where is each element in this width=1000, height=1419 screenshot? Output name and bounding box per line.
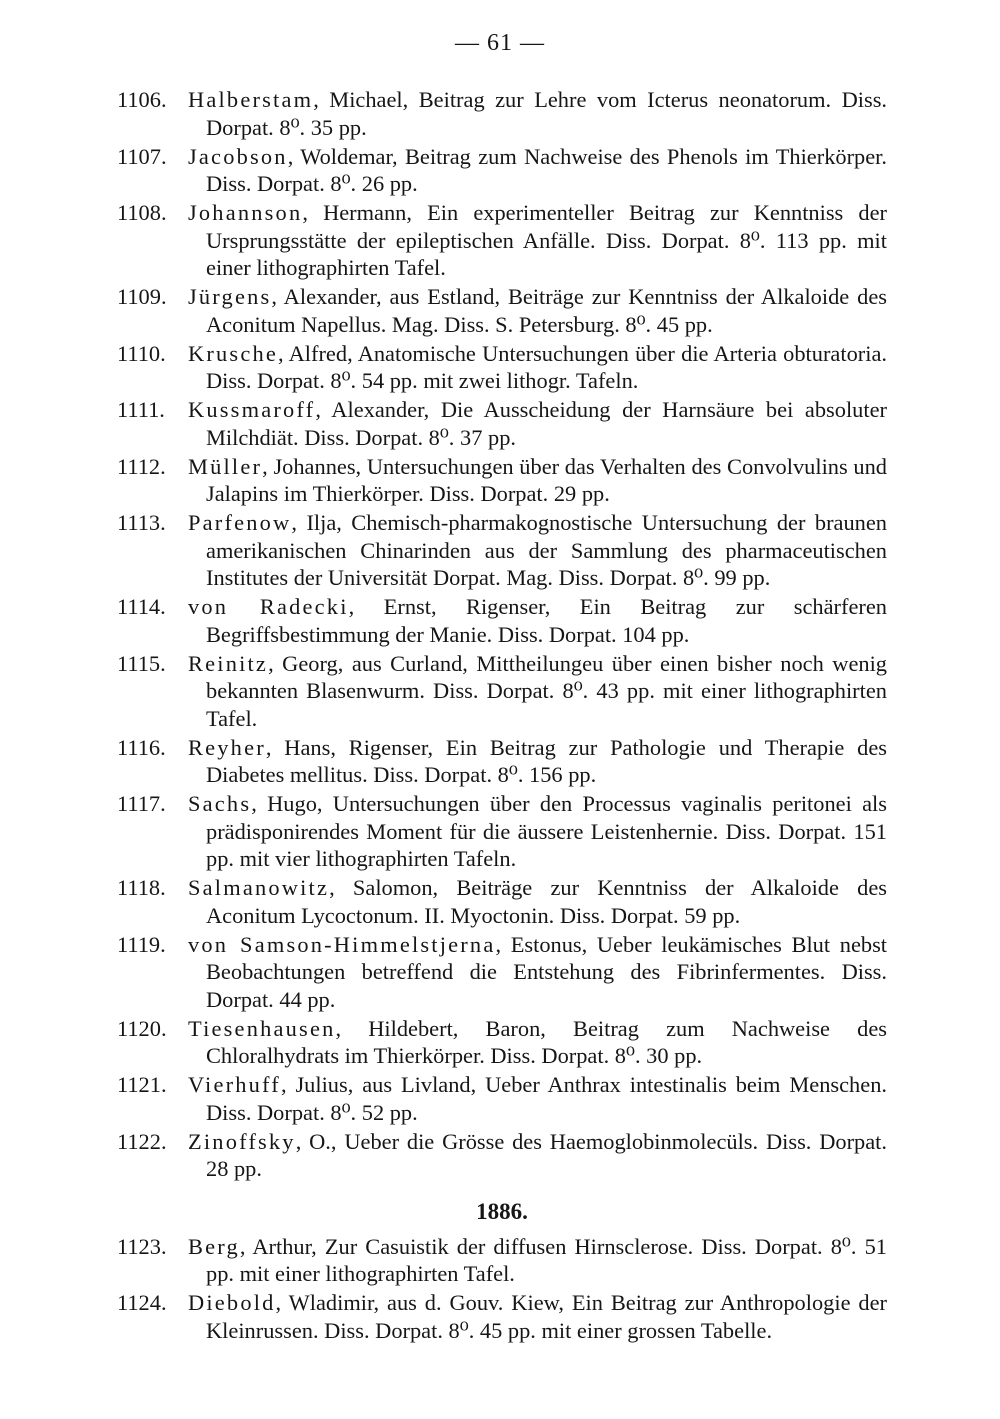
entry-body — [188, 86, 887, 141]
entry-number: 1107. — [117, 143, 167, 169]
entry-author: Müller — [188, 453, 263, 479]
bibliography-entry — [117, 931, 887, 1014]
entry-body — [188, 650, 887, 733]
entry-number: 1119. — [117, 931, 166, 957]
entry-body — [188, 1128, 887, 1183]
bibliography-entry — [117, 650, 887, 733]
bibliography-entry — [117, 283, 887, 338]
bibliography-entry — [117, 86, 887, 141]
entry-text: , Estonus, Ueber leukämisches Blut nebst Beobachtungen betreffend die Entstehung des Fibrinfermentes. Diss. Dorpat. 44 pp. — [206, 931, 888, 1012]
entry-number: 1108. — [117, 200, 167, 225]
entry-body — [188, 1233, 887, 1288]
entry-text: , Ernst, Rigenser, Ein Beitrag zur schärferen Begriffsbestimmung der Manie. Diss. Dorpat. 104 pp. — [206, 594, 887, 647]
entry-author: Johannson — [188, 200, 303, 225]
entry-author: Reinitz — [188, 650, 269, 676]
bibliography-entry — [117, 340, 887, 395]
entry-number: 1123. — [117, 1233, 167, 1259]
entry-body — [188, 1289, 887, 1344]
entry-body — [188, 1071, 887, 1126]
entry-body — [188, 734, 887, 789]
entry-text: , Michael, Beitrag zur Lehre vom Icterus neonatorum. Diss. Dorpat. 8⁰. 35 pp. — [206, 87, 887, 140]
entry-text: , Arthur, Zur Casuistik der diffusen Hirnsclerose. Diss. Dorpat. 8⁰. 51 pp. mit einer lithographirten Tafel. — [206, 1233, 887, 1286]
bibliography-entry — [117, 199, 887, 282]
entry-author: Vierhuff — [188, 1072, 281, 1097]
entry-number: 1121. — [117, 1072, 167, 1097]
entry-text: , O., Ueber die Grösse des Haemoglobinmolecüls. Diss. Dorpat. 28 pp. — [206, 1128, 887, 1181]
entry-number: 1115. — [117, 650, 166, 676]
entry-text: , Wladimir, aus d. Gouv. Kiew, Ein Beitrag zur Anthropologie der Kleinrussen. Diss. Dorpat. 8⁰. 45 pp. mit einer grossen Tabelle. — [206, 1290, 887, 1343]
entry-number: 1112. — [117, 453, 166, 479]
entry-text: , Alexander, Die Ausscheidung der Harnsäure bei absoluter Milchdiät. Diss. Dorpat. 8⁰. 37 pp. — [206, 397, 887, 450]
entry-text: , Alfred, Anatomische Untersuchungen über die Arteria obturatoria. Diss. Dorpat. 8⁰. 54 pp. mit zwei lithogr. Tafeln. — [206, 340, 887, 393]
entry-text: , Hermann, Ein experimenteller Beitrag zur Kenntniss der Ursprungsstätte der epileptischen Anfälle. Diss. Dorpat. 8⁰. 113 pp. mit einer lithographirten Tafel. — [206, 200, 887, 280]
entry-text: , Woldemar, Beitrag zum Nachweise des Phenols im Thierkörper. Diss. Dorpat. 8⁰. 26 pp. — [206, 143, 887, 196]
entry-author: Berg — [188, 1233, 240, 1259]
entry-text: , Hans, Rigenser, Ein Beitrag zur Pathologie und Therapie des Diabetes mellitus. Diss. Dorpat. 8⁰. 156 pp. — [206, 734, 887, 787]
bibliography-entry — [117, 1071, 887, 1126]
entry-body — [188, 593, 887, 648]
entry-text: , Johannes, Untersuchungen über das Verhalten des Convolvulins und Jalapins im Thierkörper. Diss. Dorpat. 29 pp. — [206, 453, 887, 506]
entry-number: 1116. — [117, 734, 166, 760]
entry-author: Kussmaroff — [188, 397, 316, 422]
entry-body — [188, 790, 887, 873]
entry-author: Jacobson — [188, 143, 288, 169]
entry-body — [188, 283, 887, 338]
entry-author: Reyher — [188, 734, 266, 760]
entry-number: 1111. — [117, 397, 165, 422]
entry-body — [188, 396, 887, 451]
entry-text: , Hugo, Untersuchungen über den Processus vaginalis peritonei als prädisponirendes Moment für die äussere Leistenhernie. Diss. Dorpat. 151 pp. mit vier lithographirten Tafeln. — [206, 791, 887, 871]
bibliography-entry — [117, 734, 887, 789]
entry-text: , Hildebert, Baron, Beitrag zum Nachweise des Chloralhydrats im Thierkörper. Diss. Dorpat. 8⁰. 30 pp. — [206, 1015, 887, 1068]
entry-text: , Ilja, Chemisch-pharmakognostische Untersuchung der braunen amerikanischen Chinarinden aus der Sammlung des pharmaceutischen Institutes der Universität Dorpat. Mag. Diss. Dorpat. 8⁰. 99 pp. — [206, 510, 887, 590]
entries-group-1886 — [117, 1233, 887, 1345]
entry-author: Sachs — [188, 791, 252, 816]
bibliography-entry — [117, 1128, 887, 1183]
entry-author: Diebold — [188, 1290, 276, 1315]
entry-body — [188, 1015, 887, 1070]
entry-body — [188, 340, 887, 395]
bibliography-entry — [117, 509, 887, 592]
entry-author: Tiesenhausen — [188, 1015, 336, 1041]
entry-text: , Julius, aus Livland, Ueber Anthrax intestinalis beim Menschen. Diss. Dorpat. 8⁰. 52 pp. — [206, 1072, 887, 1125]
bibliography-entry — [117, 143, 887, 198]
bibliography-list — [117, 86, 887, 1346]
entries-group-1885 — [117, 86, 887, 1183]
year-heading: 1886. — [476, 1198, 528, 1224]
entry-body — [188, 874, 887, 929]
bibliography-entry — [117, 1289, 887, 1344]
bibliography-entry — [117, 1015, 887, 1070]
entry-number: 1109. — [117, 284, 167, 309]
entry-number: 1118. — [117, 875, 166, 900]
entry-body — [188, 931, 887, 1014]
entry-number: 1113. — [117, 510, 166, 535]
entry-number: 1106. — [117, 87, 167, 112]
bibliography-entry — [117, 593, 887, 648]
entry-author: Salmanowitz — [188, 875, 330, 900]
entry-author: von Samson-Himmelstjerna — [188, 931, 496, 957]
entry-author: Zinoffsky — [188, 1128, 296, 1154]
bibliography-entry — [117, 874, 887, 929]
entry-author: Krusche — [188, 340, 279, 366]
entry-text: , Salomon, Beiträge zur Kenntniss der Alkaloide des Aconitum Lycoctonum. II. Myoctonin. Diss. Dorpat. 59 pp. — [206, 875, 887, 928]
entry-body — [188, 453, 887, 508]
entry-author: Parfenow — [188, 510, 292, 535]
entry-body — [188, 143, 887, 198]
entry-number: 1124. — [117, 1290, 167, 1315]
entry-body — [188, 199, 887, 282]
entry-number: 1110. — [117, 340, 166, 366]
entry-text: , Georg, aus Curland, Mittheilungeu über einen bisher noch wenig bekannten Blasenwurm. Diss. Dorpat. 8⁰. 43 pp. mit einer lithographirten Tafel. — [206, 650, 887, 731]
entry-author: Halberstam — [188, 87, 314, 112]
bibliography-entry — [117, 453, 887, 508]
entry-body — [188, 509, 887, 592]
bibliography-entry — [117, 1233, 887, 1288]
entry-number: 1122. — [117, 1128, 167, 1154]
entry-text: , Alexander, aus Estland, Beiträge zur Kenntniss der Alkaloide des Aconitum Napellus. Mag. Diss. S. Petersburg. 8⁰. 45 pp. — [206, 284, 887, 337]
bibliography-entry — [117, 790, 887, 873]
entry-author: von Radecki — [188, 594, 349, 619]
entry-number: 1114. — [117, 594, 166, 619]
entry-number: 1117. — [117, 791, 166, 816]
entry-number: 1120. — [117, 1015, 167, 1041]
entry-author: Jürgens — [188, 284, 272, 309]
page-number: — 61 — — [455, 30, 545, 56]
bibliography-entry — [117, 396, 887, 451]
